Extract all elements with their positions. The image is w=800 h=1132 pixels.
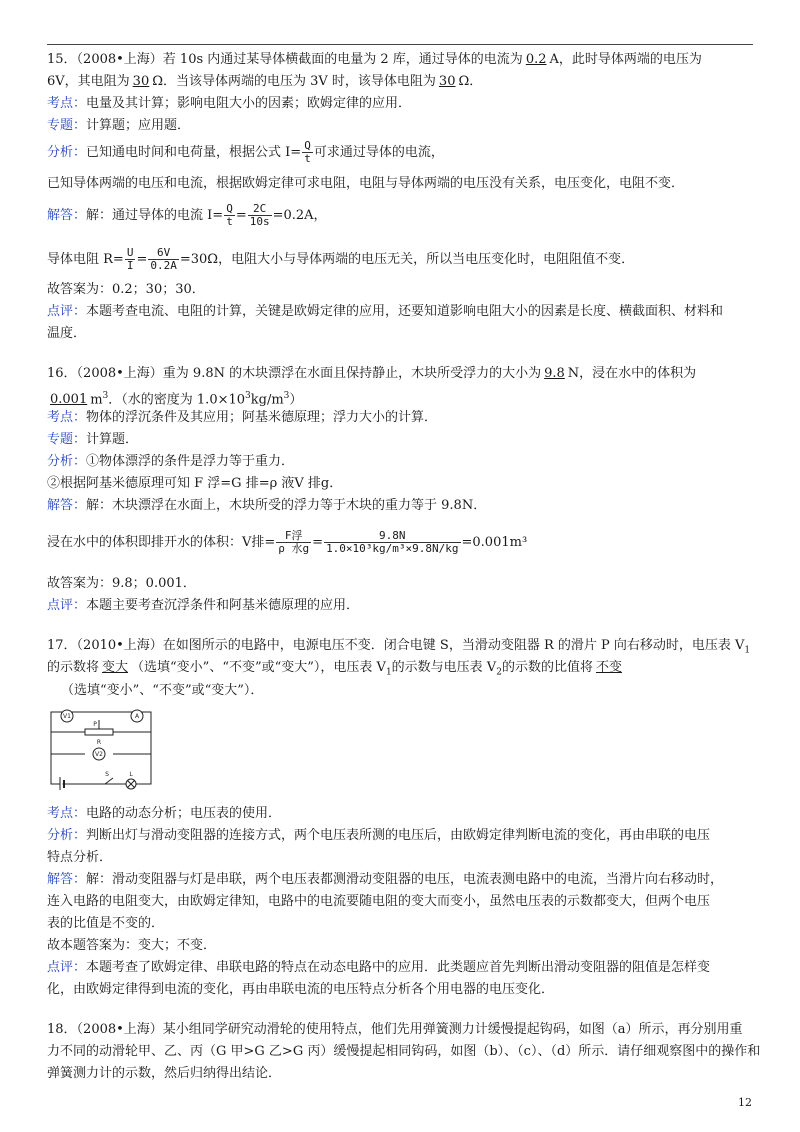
q17-stem-line3: （选填“变小”、“不变”或“变大”）． xyxy=(61,683,264,698)
q15-answer-summary: 故答案为：0.2；30；30． xyxy=(47,282,205,297)
q18-stem-line1: 18．（2008•上海）某小组同学研究动滑轮的使用特点，他们先用弹簧测力计缓慢提起钩码，如图（a）所示，再分别用重 xyxy=(47,1022,743,1037)
svg-text:S: S xyxy=(105,771,109,778)
q15-dianping-line1: 点评：本题考查电流、电阻的计算，关键是欧姆定律的应用，还要知道影响电阻大小的因素是长度、横截面积、材料和 xyxy=(47,304,724,319)
page-number: 12 xyxy=(738,1096,752,1109)
q17-answer-v1: 变大 xyxy=(102,660,129,675)
svg-text:V2: V2 xyxy=(95,751,103,758)
rheostat-icon xyxy=(85,729,113,735)
q17-stem-line1: 17．（2010•上海）在如图所示的电路中，电源电压不变．闭合电键 S，当滑动变阻器 R 的滑片 P 向右移动时，电压表 $V_1$ xyxy=(47,638,751,656)
q15-jieda-line1: 解答：解：通过导体的电流 I= $\frac{Q}{t}$ = $\frac{2C}{10s}$ =0.2A， xyxy=(47,202,327,228)
q16-answer-summary: 故答案为：9.8；0.001． xyxy=(47,576,196,591)
q16-fenxi-line2: ②根据阿基米德原理可知 F 浮=G 排=ρ 液V 排g． xyxy=(47,476,343,491)
q15-zhuanti: 专题：计算题；应用题． xyxy=(47,118,191,133)
q16-answer-buoyancy: 9.8 xyxy=(544,366,565,381)
svg-text:R: R xyxy=(96,739,102,746)
q15-fenxi-line2: 已知导体两端的电压和电流，根据欧姆定律可求电阻，电阻与导体两端的电压没有关系，电压变化，电阻不变． xyxy=(47,176,685,191)
header-rule xyxy=(47,44,753,45)
q15-answer-current: 0.2 xyxy=(525,52,547,67)
q17-jieda-line2: 连入电路的电阻变大，由欧姆定律知，电路中的电流要随电阻的变大而变小，虽然电压表的示数都变大，但两个电压 xyxy=(47,894,711,909)
q17-dianping-line1: 点评：本题考查了欧姆定律、串联电路的特点在动态电路中的应用．此类题应首先判断出滑动变阻器的阻值是怎样变 xyxy=(47,960,711,975)
q15-answer-resistance: 30 xyxy=(132,74,150,89)
circuit-diagram xyxy=(47,708,155,790)
q17-answer-ratio: 不变 xyxy=(595,660,622,675)
q17-fenxi-line2: 特点分析． xyxy=(47,850,113,865)
svg-text:V1: V1 xyxy=(63,713,71,720)
svg-text:A: A xyxy=(134,713,140,720)
q16-jieda-line1: 解答：解：木块漂浮在水面上，木块所受的浮力等于木块的重力等于 9.8N． xyxy=(47,498,487,513)
q16-zhuanti: 专题：计算题． xyxy=(47,432,139,447)
q17-stem-line2: 的示数将 变大 （选填“变小”、“不变”或“变大”），电压表 $V_1$的示数与电压表 $V_2$的示数的比值将 不变 xyxy=(47,660,625,681)
q16-answer-volume: 0.001 xyxy=(50,392,88,408)
q18-stem-line2: 力不同的动滑轮甲、乙、丙（G 甲>G 乙>G 丙）缓慢提起相同钩码，如图（b）、（c）、（d）所示．请仔细观察图中的操作和 xyxy=(47,1044,761,1059)
q16-stem-line2: 0.001 $m^3$．（水的密度为 $1.0\times 10^3kg/m^3$） xyxy=(47,388,302,408)
q16-fenxi-line1: 分析：①物体漂浮的条件是浮力等于重力． xyxy=(47,454,295,469)
q15-kaodian: 考点：电量及其计算；影响电阻大小的因素；欧姆定律的应用． xyxy=(47,96,412,111)
q17-dianping-line2: 化，由欧姆定律得到电流的变化，再由串联电流的电压特点分析各个用电器的电压变化． xyxy=(47,982,555,997)
svg-text:P: P xyxy=(93,721,97,728)
q16-jieda-line2: 浸在水中的体积即排开水的体积：V排= $\frac{\text{F浮}}{\text{ρ 水g}}$ = $\frac{9.8N}{\text{1.0×10³kg/m³×9.8N/kg}}$ =0.001m³ xyxy=(47,529,528,555)
q16-stem-line1: 16．（2008•上海）重为 9.8N 的木块漂浮在水面且保持静止，木块所受浮力的大小为 9.8 N，浸在水中的体积为 xyxy=(47,366,697,381)
switch-icon xyxy=(105,778,113,784)
q18-stem-line3: 弹簧测力计的示数，然后归纳得出结论． xyxy=(47,1066,282,1081)
q15-stem-line1: 15．（2008•上海）若 10s 内通过某导体横截面的电量为 2 库，通过导体的电流为 0.2 A，此时导体两端的电压为 xyxy=(47,52,702,67)
q16-kaodian: 考点：物体的浮沉条件及其应用；阿基米德原理；浮力大小的计算． xyxy=(47,410,438,425)
q17-jieda-line3: 表的比值是不变的． xyxy=(47,916,165,931)
q15-stem-line2: 6V，其电阻为 30 Ω．当该导体两端的电压为 3V 时，该导体电阻为 30 Ω． xyxy=(47,74,483,89)
q17-kaodian: 考点：电路的动态分析；电压表的使用． xyxy=(47,806,282,821)
q15-formula-q-over-t: $\frac{Q}{t}$ xyxy=(304,139,311,165)
q15-dianping-line2: 温度． xyxy=(47,326,87,341)
q15-answer-resistance2: 30 xyxy=(438,74,456,89)
q17-jieda-line1: 解答：解：滑动变阻器与灯是串联，两个电压表都测滑动变阻器的电压，电流表测电路中的电流，当滑片向右移动时， xyxy=(47,872,724,887)
svg-text:L: L xyxy=(129,771,133,778)
q17-fenxi-line1: 分析：判断出灯与滑动变阻器的连接方式，两个电压表所测的电压后，由欧姆定律判断电流的变化，再由串联的电压 xyxy=(47,828,711,843)
q15-fenxi-line1: 分析：已知通电时间和电荷量，根据公式 I= $\frac{Q}{t}$ 可求通过导体的电流， xyxy=(47,139,444,165)
q15-jieda-line2: 导体电阻 R= $\frac{U}{I}$ = $\frac{6V}{0.2A}$ =30Ω，电阻大小与导体两端的电压无关，所以当电压变化时，电阻阻值不变． xyxy=(47,246,635,272)
q16-dianping: 点评：本题主要考查沉浮条件和阿基米德原理的应用． xyxy=(47,598,360,613)
q17-answer-summary: 故本题答案为：变大；不变． xyxy=(47,938,217,953)
